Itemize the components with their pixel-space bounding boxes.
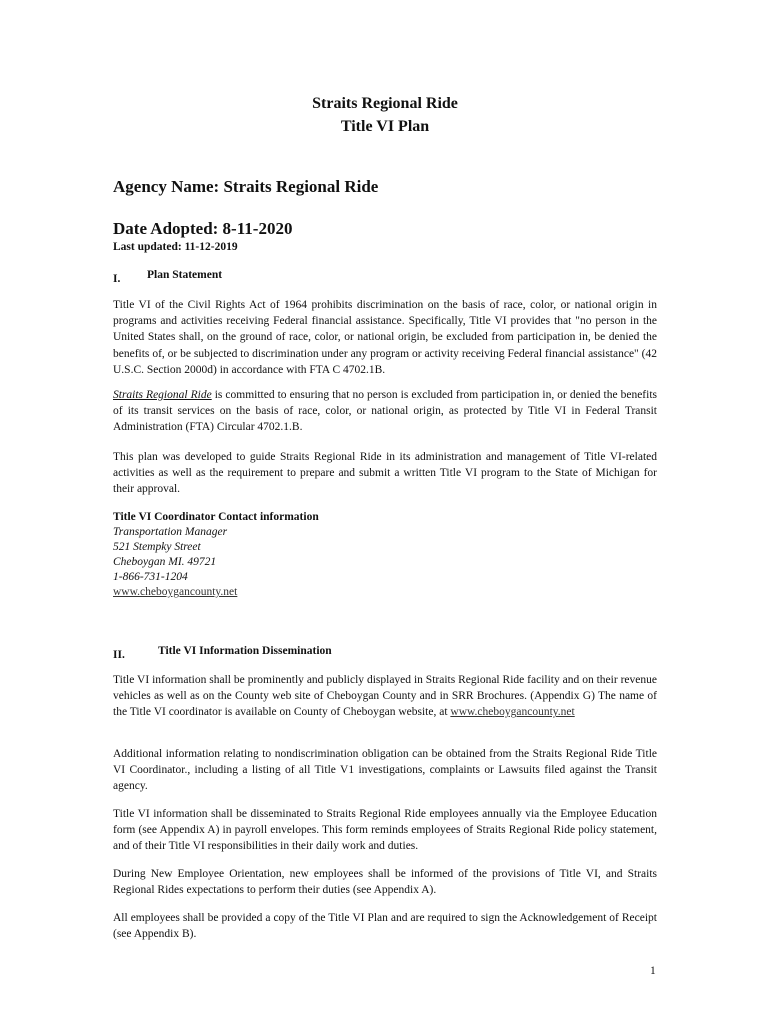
doc-title-line2: Title VI Plan xyxy=(340,118,430,135)
contact-block xyxy=(113,510,319,600)
paragraph xyxy=(113,387,657,436)
date-adopted: Date Adopted: 8-11-2020 xyxy=(113,219,293,238)
last-updated: Last updated: 11-12-2019 xyxy=(113,241,238,253)
contact-street: 521 Stempky Street xyxy=(113,541,201,553)
contact-website-link[interactable]: www.cheboygancounty.net xyxy=(113,586,238,598)
paragraph-text: is committed to ensuring that no person is excluded from participation in, or denied the benefits of its transit services on the basis of race, color, or national origin, as protected by Title VI in Federal Transit Administration (FTA) Circular 4702.1.B. xyxy=(113,389,657,434)
section-number: I. xyxy=(113,273,121,285)
paragraph: All employees shall be provided a copy of the Title VI Plan and are required to sign the Acknowledgement of Receipt (see Appendix B). xyxy=(113,912,657,941)
page-number: 1 xyxy=(650,965,656,977)
paragraph-text: Title VI information shall be prominently and publicly displayed in Straits Regional Ride facility and on their revenue vehicles as well as on the County web site of Cheboygan County and in SRR Brochures. (Appendix G) The name of the Title VI coordinator is available on County of Cheboygan website, at xyxy=(113,674,657,719)
contact-role: Transportation Manager xyxy=(113,526,228,538)
section-2-heading xyxy=(113,645,332,663)
paragraph: Title VI information shall be disseminated to Straits Regional Ride employees annually via the Employee Education form (see Appendix A) in payroll envelopes. This form reminds employees of Straits Regional Ride policy statement, and of their Title VI responsibilities in their daily work and duties. xyxy=(113,808,657,853)
contact-city: Cheboygan MI. 49721 xyxy=(113,556,217,568)
section-1-heading xyxy=(113,269,223,287)
agency-name: Agency Name: Straits Regional Ride xyxy=(113,177,379,196)
paragraph: This plan was developed to guide Straits Regional Ride in its administration and management of Title VI-related activities as well as the requirement to prepare and submit a written Title VI program to the State of Michigan for their approval. xyxy=(113,451,657,496)
contact-heading: Title VI Coordinator Contact information xyxy=(113,511,319,523)
doc-title-line1: Straits Regional Ride xyxy=(312,95,458,112)
paragraph: During New Employee Orientation, new employees shall be informed of the provisions of Title VI, and Straits Regional Rides expectations to perform their duties (see Appendix A). xyxy=(113,868,657,897)
section-title: Plan Statement xyxy=(147,269,223,281)
agency-link[interactable]: Straits Regional Ride xyxy=(113,389,212,401)
county-website-link[interactable]: www.cheboygancounty.net xyxy=(450,706,575,719)
contact-phone: 1-866-731-1204 xyxy=(113,571,188,583)
paragraph: Title VI of the Civil Rights Act of 1964 prohibits discrimination on the basis of race, color, or national origin in programs and activities receiving Federal financial assistance. Specifically, Title VI provides that "no person in the United States shall, on the ground of race, color, or national origin, be excluded from participation in, be denied the benefits of, or be subjected to discrimination under any program or activity receiving Federal financial assistance" (42 U.S.C. Section 2000d) in accordance with FTA C 4702.1B. xyxy=(113,299,657,376)
paragraph xyxy=(113,672,657,721)
section-title: Title VI Information Dissemination xyxy=(158,645,332,657)
section-number: II. xyxy=(113,649,125,661)
paragraph: Additional information relating to nondiscrimination obligation can be obtained from the Straits Regional Ride Title VI Coordinator., including a listing of all Title V1 investigations, complaints or Lawsuits filed against the Transit agency. xyxy=(113,748,657,793)
